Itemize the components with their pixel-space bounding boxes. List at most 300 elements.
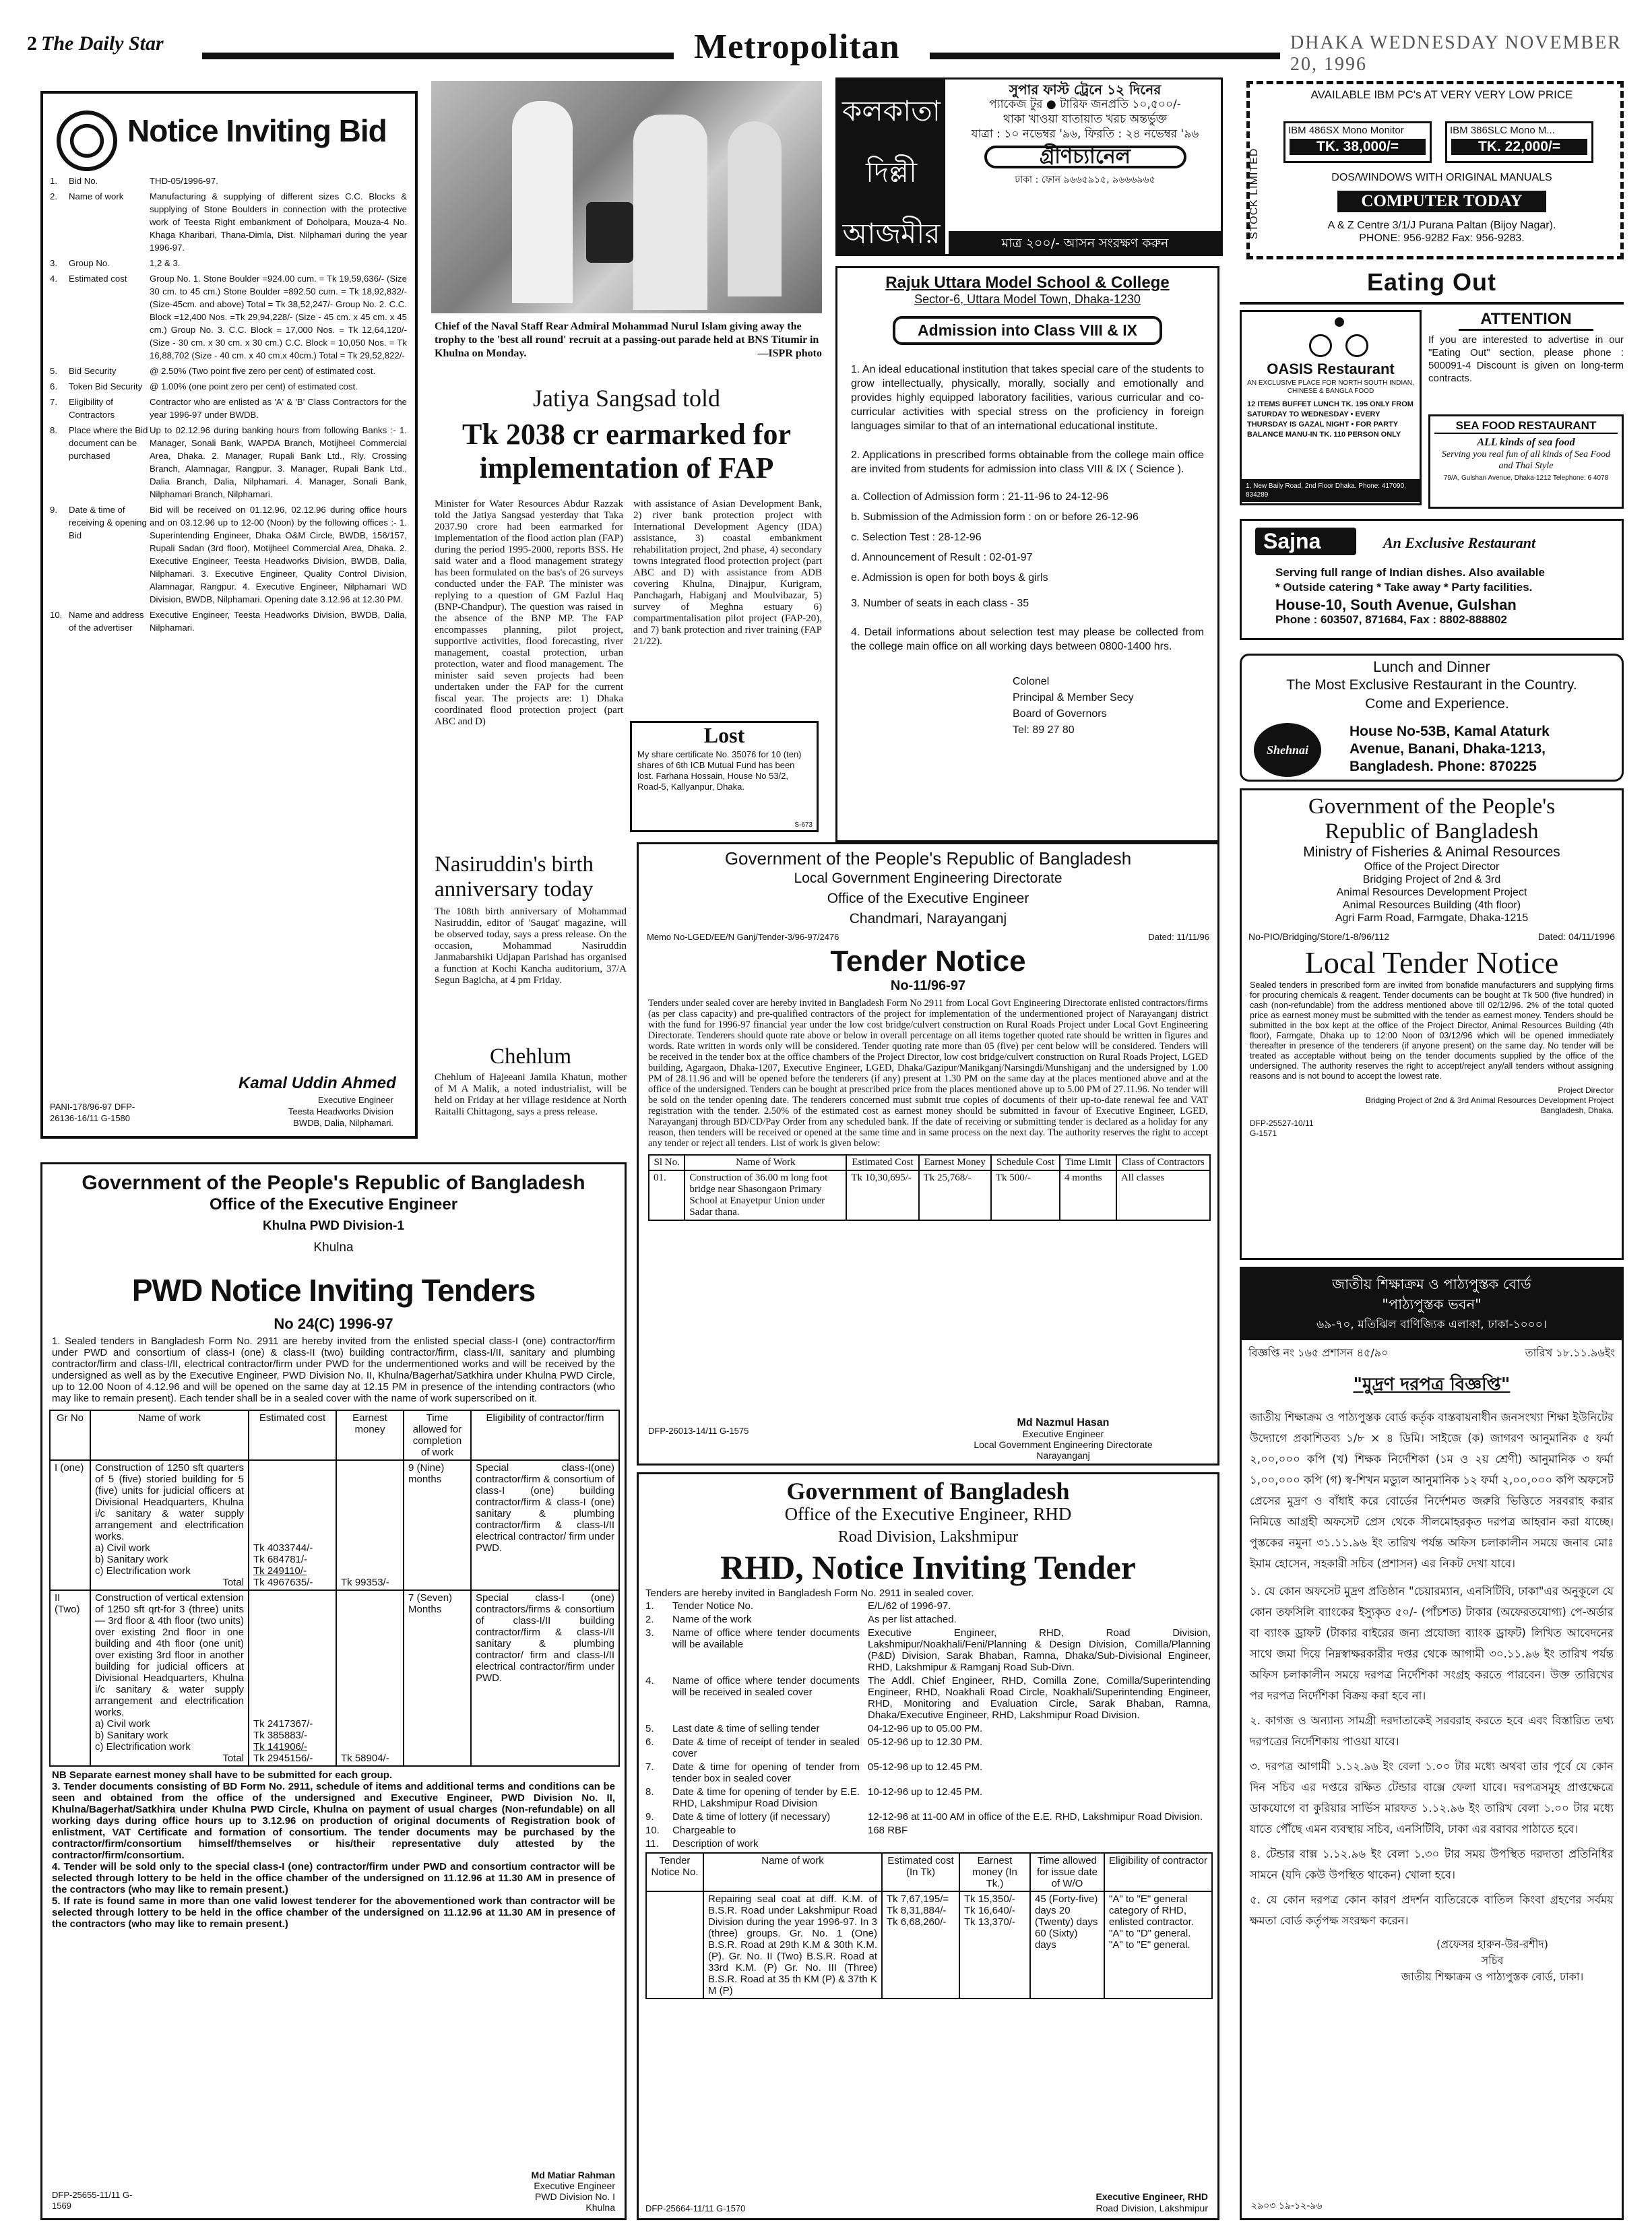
lged-tender: [637, 842, 1219, 1466]
rhd-sig-2: Road Division, Lakshmipur: [1095, 2203, 1208, 2213]
rhd-row-number: 10.: [645, 1825, 660, 1836]
rhd-elig: "A" to "E" general category of RHD, enlisted contractor. "A" to "D" general. "A" to "E" general.: [1104, 1891, 1212, 1998]
rhd-detail-row: [645, 1786, 1211, 1809]
bid-item: [50, 503, 407, 606]
pwd-r2-bv: Tk 385883/-: [253, 1730, 308, 1741]
notice-inviting-bid: [40, 91, 418, 1139]
pwd-r1-elig: Special class-I(one) contractor/firm & consortium of class-I (one) building contractor/firm & class-I (one) sanitary & plumbing contractor/firm & class-I/II electrical contractor/ firm under PWD.: [471, 1460, 619, 1590]
lged-cell: Tk 500/-: [991, 1170, 1060, 1220]
pwd-r2-time: 7 (Seven) Months: [404, 1590, 471, 1766]
fish-building: Animal Resources Building (4th floor): [1342, 900, 1521, 911]
rajuk-sig-rank: Colonel: [1013, 676, 1050, 687]
nctb-item: ৪. টেন্ডার বাক্স ১.১২.৯৬ ইং বেলা ১.৩০ টার সময় উপস্থিত দরদাতা প্রতিনিধির সামনে (যদি কেউ উপস্থিত থাকেন) খোলা হবে।: [1250, 1848, 1614, 1881]
nctb-ref: বিজ্ঞপ্তি নং ১৬৫ প্রশাসন ৪৫/৯০: [1248, 1346, 1389, 1359]
pwd-r2-total: Total: [222, 1753, 244, 1764]
shehnai-line-2: Come and Experience.: [1365, 696, 1509, 712]
pwd-para-1: 1. Sealed tenders in Bangladesh Form No. 2911 are hereby invited from the enlisted special class-I (one) contractor/firm under PWD and consortium of class-I (one) & class-II (two) building contractor/firm, class-I/II, sanitary and plumbing contractor/firm and class-I/II, electrical contractor/firm under PWD for the undermentioned works and will be received by the undersigned as well as by the Executive Engineer, PWD Division No. II, Khulna/Bagerhat/Satkhira under Khulna PWD Circle, up to 12.00 Noon of 4.12.96 and will be opened on the same day at 12.15 PM in presence of the intending contractors (who may like to remain present). Each tender shall be in a sealed cover with the name of work superscribed on it.: [52, 1335, 615, 1404]
shehnai-line-1: The Most Exclusive Restaurant in the Country.: [1286, 677, 1577, 693]
fish-project: Bridging Project of 2nd & 3rd: [1362, 874, 1501, 885]
rajuk-date-item: d. Announcement of Result : 02-01-97: [851, 552, 1033, 563]
pwd-gov: Government of the People's Republic of Bangladesh: [82, 1172, 585, 1194]
rajuk-sig-board: Board of Governors: [1013, 708, 1107, 720]
rhd-row-value: Executive Engineer, RHD, Road Division, Lakshmipur/Noakhali/Feni/Planning & Design Division, Comilla/Planning (P&D) Division, Sarak Bhaban, Ramna, Dhaka/Sub-Divisional Engineer, RHD, Lakshmipur & Ramganj Road Sub-Divn.: [868, 1627, 1211, 1673]
rajuk-sig-tel: Tel: 89 27 80: [1013, 724, 1075, 736]
pwd-r1-total: Total: [222, 1577, 244, 1588]
bid-item: [50, 365, 407, 377]
naval-ceremony-photo: [431, 81, 822, 313]
lged-cell: Tk 10,30,695/-: [846, 1170, 918, 1220]
rhd-row-number: 2.: [645, 1614, 654, 1625]
rhd-row-value: As per list attached.: [868, 1614, 957, 1625]
sajna-line-3: House-10, South Avenue, Gulshan: [1275, 596, 1517, 613]
pwd-division: Khulna PWD Division-1: [262, 1219, 405, 1233]
rajuk-date-item: a. Collection of Admission form : 21-11-96 to 24-12-96: [851, 491, 1109, 503]
pwd-table: [49, 1410, 620, 1767]
pwd-r2-totv: Tk 2945156/-: [253, 1753, 313, 1764]
rhd-row-value: The Addl. Chief Engineer, RHD, Comilla Zone, Comilla/Superintending Engineer, RHD, Noakhali Road Circle, Noakhali/Superintending Engineer, RHD, Monitoring and Evaluation Circle, Sarak Bhaban, Ramna, Dhaka/Executive Engineer, RHD, Lakshmipur Road Division.: [868, 1675, 1211, 1721]
rhd-row-number: 7.: [645, 1761, 654, 1773]
pwd-r1-time: 9 (Nine) months: [404, 1460, 471, 1590]
pwd-para-4: 4. Tender will be sold only to the special class-I (one) contractor/firm under PWD and consortium contractor will be selected through lottery to be held in the office chamber of the undersigned on 11.12.96 at 11.30 AM in presence of the contractors (who may like to remain present.): [52, 1861, 615, 1895]
rhd-row-number: 5.: [645, 1723, 654, 1734]
nctb-title: "মুদ্রণ দরপত্র বিজ্ঞপ্তি": [1353, 1375, 1511, 1395]
fish-sig-2: Bridging Project of 2nd & 3rd Animal Resources Development Project: [1365, 1096, 1614, 1105]
rhd-row-label: Date & time of receipt of tender in sealed cover: [672, 1736, 860, 1759]
bid-item-number: 4.: [50, 274, 57, 284]
pwd-city: Khulna: [313, 1240, 354, 1255]
travel-ad: [835, 77, 1223, 256]
bid-item-value: Up to 02.12.96 during banking hours from following Banks :- 1. Manager, Sonali Bank, WAPDA Branch, Motijheel Commercial Area, Dhaka. 2. Manager, Rupali Bank Ltd., Rly. Crossing Branch, Alamnagar, Rangpur. 3. Manager, Rupali Bank Ltd., Dalia Branch, Dalia, Nilphamari. 4. Manager, Sonali Bank, Nilphamari Branch, Nilphamari.: [150, 425, 407, 499]
lged-col-header: Time Limit: [1060, 1155, 1116, 1170]
lged-sig-3: Local Government Engineering Directorate: [974, 1439, 1153, 1450]
bid-item: [50, 175, 407, 187]
story3-headline: Chehlum: [490, 1044, 571, 1069]
ibm-dos: DOS/WINDOWS WITH ORIGINAL MANUALS: [1331, 172, 1552, 183]
rhd-row-label: Last date & time of selling tender: [672, 1723, 820, 1734]
rhd-row-label: Chargeable to: [672, 1825, 736, 1836]
travel-headline: সুপার ফাস্ট ট্রেনে ১২ দিনের: [1009, 82, 1162, 98]
oasis-ad: [1240, 310, 1422, 505]
rhd-intro: Tenders are hereby invited in Bangladesh Form No. 2911 in sealed cover.: [645, 1587, 974, 1599]
seafood-title: SEA FOOD RESTAURANT: [1434, 419, 1618, 434]
bid-item-value: Group No. 1. Stone Boulder =924.00 cum. = Tk 19,59,636/- (Size 30 cm. to 45 cm.) Stone Boulder =892.50 cum. = Tk 18,92,832/- (Size-45cm. and above) Total = Tk 38,52,247/- Group No. 2. C.C. Block =12,400 Nos. =Tk 29,94,228/- (Size - 45 cm. x 45 cm. x 45 cm.) Group No. 3. C.C. Block = 17,000 Nos. = Tk 12,64,120/- (Size - 30 cm. x 30 cm. x 30 cm.) C.C. Block = 10,050 Nos. = Tk 16,88,702 (Size - 40 cm. x 40 cm.x 40cm.) Total = Tk 29,52,822/-: [150, 274, 407, 360]
story-headline: Tk 2038 cr earmarked for implementation of FAP: [462, 418, 791, 484]
rhd-row-value: 12-12-96 at 11-00 AM in office of the E.E. RHD, Lakshmipur Road Division.: [868, 1811, 1203, 1823]
seafood-line-2: Serving you real fun of all kinds of Sea Food and Thai Style: [1441, 449, 1611, 471]
pwd-number: No 24(C) 1996-97: [274, 1315, 393, 1332]
rhd-row-value: 168 RBF: [868, 1825, 908, 1836]
nctb-building: "পাঠ্যপুস্তক ভবন": [1382, 1296, 1482, 1313]
pwd-sig: Md Matiar Rahman: [531, 2170, 615, 2180]
oasis-items: 12 ITEMS BUFFET LUNCH TK. 195 ONLY FROM SATURDAY TO WEDNESDAY • EVERY THURSDAY IS GAZAL NIGHT • FOR PARTY BALANCE MANU-IN TK. 110 PERSON ONLY: [1247, 400, 1413, 439]
lged-sig: Md Nazmul Hasan: [1017, 1417, 1110, 1428]
seafood-ad: [1428, 414, 1624, 509]
bid-items: [50, 175, 407, 637]
lged-gov: Government of the People's Republic of Bangladesh: [724, 848, 1132, 869]
story-kicker: Jatiya Sangsad told: [533, 385, 720, 412]
rhd-office: Office of the Executive Engineer, RHD: [784, 1504, 1072, 1524]
paper-name: The Daily Star: [41, 32, 164, 55]
pwd-r2-group: II (Two): [50, 1590, 90, 1766]
pwd-r1-work: Construction of 1250 sft quarters of 5 (five) storied building for 5 (five) units for judicial officers at Divisional Headquarters, Khulna i/c sanitary & water supply arrangement and electrification works. a) Civil work b) Sanitary work c) Electrification work Total: [90, 1460, 249, 1590]
lged-cell: All classes: [1116, 1170, 1210, 1220]
pwd-sig-2: Executive Engineer: [534, 2180, 615, 2191]
ibm-model-2: IBM 386SLC Mono M...: [1450, 125, 1555, 136]
bid-sig-office: Teesta Headworks Division: [288, 1106, 393, 1116]
story-col2: with assistance of Asian Development Bank, 2) river bank protection project with International Development Agency (IDA) assistance, 3) coastal embankment rehabilitation project, 2nd phase, 4) secondary towns integrated flood protection project (part ABC and D) with assistance from ADB covering Khulna, Dinajpur, Kurigram, Panchagarh, Habiganj and Moulvibazar, 5) survey of Meghna estuary 6) compartmentalisation pilot project (FAP-20), and 7) bank protection and river training (FAP 21/22).: [633, 499, 822, 647]
rhd-row-label: Tender Notice No.: [672, 1600, 754, 1612]
ibm-address: A & Z Centre 3/1/J Purana Paltan (Bijoy Nagar).: [1327, 220, 1556, 231]
pwd-r2-av: Tk 2417367/-: [253, 1718, 313, 1730]
ibm-side-label: STOCK LIMITED: [1248, 148, 1260, 239]
pwd-r1-group: I (one): [50, 1460, 90, 1590]
bid-item-label: Token Bid Security: [69, 381, 143, 391]
nctb-item: ২. কাগজ ও অন্যান্য সামগ্রী দরদাতাকেই সরবরাহ করতে হবে এবং বিস্তারিত তথ্য দরপত্রের নির্দেশিকায় পাওয়া যাবে।: [1250, 1714, 1614, 1748]
bid-item-number: 6.: [50, 381, 57, 391]
rhd-row-number: 6.: [645, 1736, 654, 1748]
lged-office: Office of the Executive Engineer: [827, 891, 1029, 906]
rhd-detail-row: [645, 1600, 1211, 1612]
ibm-price-1: TK. 38,000/=: [1290, 139, 1426, 155]
story2-body: The 108th birth anniversary of Mohammad Nasiruddin, editor of 'Saugat' magazine, will be observed today, says a press release. On the occasion, Mohammad Nasiruddin Janmabarshiki Udjapan Parishad has organised a function at Kochi Kancha auditorium, 37/A Segun Bagicha, at 4 pm Friday.: [435, 906, 627, 986]
bid-item-label: Group No.: [69, 258, 110, 268]
rhd-row-number: 8.: [645, 1786, 654, 1798]
rhd-col-header: Time allowed for issue date of W/O: [1030, 1853, 1104, 1891]
bid-title: Notice Inviting Bid: [127, 113, 387, 148]
bid-item-number: 10.: [50, 610, 63, 620]
bid-item-number: 5.: [50, 366, 57, 376]
story2: [435, 852, 627, 986]
pwd-r1-bv: Tk 684781/-: [253, 1554, 308, 1565]
lged-col-header: Earnest Money: [919, 1155, 991, 1170]
bid-item-number: 9.: [50, 505, 57, 515]
nctb-body: জাতীয় শিক্ষাক্রম ও পাঠ্যপুস্তক বোর্ড কর্তৃক বাস্তবায়নাধীন জনসংখ্যা শিক্ষা ইউনিটের উদ্যোগে প্রকাশিতব্য ১/৮ × ৪ ডিমি। সাইজে (ক) জাগরণ আনুমানিক ৫ ফর্মা ২,০০,০০০ কপি (খ) শিক্ষক নির্দেশিকা (১ম ও ২য় শ্রেণী) আনুমানিক ৩ ফর্মা ১,০০,০০০ কপি (গ) স্ব-শিখন মড্যুল আনুমানিক ১২ ফর্মা ২,০০,০০০ কপি অফসেট প্রেসের মুদ্রণ ও বাঁধাই করে বোর্ডের নির্দেশমত জরুরি ভিত্তিতে সরবরাহ করার নিমিত্তে আগ্রহী অফসেট প্রেস থেকে সীলমোহরকৃত দরপত্র আহবান করা যাচ্ছে। পুস্তকের নমুনা ৩১.১১.৯৬ ইং তারিখ পর্যন্ত অফিস চলাকালীন সময়ে জনাব মোঃ ইমাম হোসেন, সহকারী সচিব (প্রশাসন) এর নিকট দেখা যাবে।: [1250, 1411, 1614, 1570]
rajuk-date-item: e. Admission is open for both boys & girls: [851, 572, 1048, 584]
travel-includes: থাকা খাওয়া যাতায়াত খরচ অন্তর্ভুক্ত: [1003, 113, 1168, 126]
rhd-row-label: Name of the work: [672, 1614, 752, 1625]
rhd-tender: [637, 1472, 1219, 2220]
nctb-item: ৫. যে কোন দরপত্র কোন কারণ প্রদর্শন ব্যতিরেকে বাতিল কিংবা গ্রহণের সর্বময় ক্ষমতা বোর্ড কর্তৃপক্ষ সংরক্ষণ করেন।: [1250, 1893, 1614, 1927]
fisheries-tender: [1240, 788, 1624, 1260]
shehnai-ad: [1240, 654, 1624, 782]
pwd-r2-earnest: Tk 58904/-: [336, 1590, 404, 1766]
nctb-items: [1242, 1581, 1622, 1931]
bid-item-label: Eligibility of Contractors: [69, 397, 115, 420]
bid-item: [50, 190, 407, 254]
nctb-item: ৩. দরপত্র আগামী ১.১২.৯৬ ইং বেলা ১.০০ টার মধ্যে অথবা তার পূর্বে যে কোন দিন সচিব এর দপ্তরে রক্ষিত টেন্ডার বাক্সে ফেলা যাবে। দরপত্রসমূহ প্রাপ্তক্ষেত্রে ডাকযোগে বা কুরিয়ার সার্ভিস মারফত ১.১২.৯৬ ইং তারিখ বেলা ১.০০ টার মধ্যে যাতে পৌঁছে এমন ব্যবস্থায় সচিব, এনসিটিবি, ঢাকা এর বরাবর পাঠাতে হবে।: [1250, 1760, 1614, 1835]
rhd-row-number: 11.: [645, 1838, 659, 1850]
attention-title: ATTENTION: [1459, 310, 1593, 331]
bid-item-value: THD-05/1996-97.: [150, 176, 218, 186]
oasis-name: OASIS Restaurant: [1267, 360, 1395, 377]
lost-code: S-673: [794, 821, 813, 829]
nctb-printing-notice: [1240, 1267, 1624, 2220]
rhd-row-label: Date & time of lottery (if necessary): [672, 1811, 831, 1823]
fish-dated: Dated: 04/11/1996: [1537, 931, 1615, 942]
lged-col-header: Name of Work: [685, 1155, 846, 1170]
travel-brand: গ্রীণচ্যানেল: [984, 146, 1186, 168]
bid-item: [50, 272, 407, 362]
sajna-line-4: Phone : 603507, 871684, Fax : 8802-888802: [1275, 613, 1508, 626]
pwd-r2-a: a) Civil work: [95, 1718, 150, 1730]
shehnai-headline: Lunch and Dinner: [1373, 658, 1490, 675]
pwd-col-header: Time allowed for completion of work: [404, 1410, 471, 1460]
shehnai-address-2: Avenue, Banani, Dhaka-1213,: [1349, 741, 1546, 757]
rajuk-admission-pill: Admission into Class VIII & IX: [893, 316, 1162, 345]
lged-col-header: Sl No.: [649, 1155, 685, 1170]
bid-item-value: Contractor who are enlisted as 'A' & 'B' Class Contractors for the year 1996-97 under BWDB.: [150, 397, 407, 420]
lged-col-header: Estimated Cost: [846, 1155, 918, 1170]
rhd-row-label: Date & time for opening of tender by E.E. RHD, Lakshmipur Road Division: [672, 1786, 860, 1809]
pwd-col-header: Name of work: [90, 1410, 249, 1460]
bid-item-label: Place where the Bid document can be purchased: [69, 425, 148, 461]
lged-code: DFP-26013-14/11 G-1575: [648, 1426, 749, 1436]
lged-col-header: Class of Contractors: [1116, 1155, 1210, 1170]
bid-item-value: Manufacturing & supplying of different sizes C.C. Blocks & supplying of Stone Boulders in connection with the protective work of Teesta Right embankment of Doholpara, Mouza-4 No. Khaga Kharibari, Thana-Dimla, Dist. Nilphamari during the year 1996-97.: [150, 191, 407, 253]
bid-item-value: Executive Engineer, Teesta Headworks Division, BWDB, Dalia, Nilphamari.: [150, 610, 407, 633]
rhd-row-label: Name of office where tender documents will be available: [672, 1627, 860, 1650]
rhd-col-header: Name of work: [703, 1853, 882, 1891]
page-number: 2: [27, 32, 37, 55]
pwd-r2-elig: Special class-I (one) contractors/firms & consortium of class-I/II building contractor/firm & class-I/II sanitary & plumbing contractor/ firm and class-I/II electrical contractor/firm under PWD.: [471, 1590, 619, 1766]
bid-item: [50, 396, 407, 421]
rhd-work: Repairing seal coat at diff. K.M. of B.S.R. Road under Lakshmipur Road Division during the year 1996-97. In 3 (three) groups. Gr. No. 1 (One) B.S.R. Road at 29th K.M & 30th K.M. (P). Gr. No. II (Two) B.S.R. Road at 33rd K.M. (P) Gr. No. III (Three) B.S.R. Road at 35 th KM (P) & 37th K M (P): [703, 1891, 882, 1998]
rhd-row-value: 10-12-96 up to 12.45 PM.: [868, 1786, 983, 1798]
rhd-cost: Tk 7,67,195/= Tk 8,31,884/- Tk 6,68,260/-: [882, 1891, 959, 1998]
sajna-logo: Sajna: [1255, 528, 1356, 555]
rhd-row-value: 05-12-96 up to 12.30 PM.: [868, 1736, 983, 1748]
travel-tariff: প্যাকেজ টুর ● টারিফ জনপ্রতি ১০,৫০০/-: [989, 98, 1181, 111]
fish-sig-3: Bangladesh, Dhaka.: [1540, 1106, 1614, 1115]
pwd-r2-c: c) Electrification work: [95, 1741, 191, 1753]
rhd-row-number: 9.: [645, 1811, 654, 1823]
lged-memo: Memo No-LGED/EE/N Ganj/Tender-3/96-97/2476: [647, 932, 839, 942]
pwd-r2-b: b) Sanitary work: [95, 1730, 168, 1741]
nctb-code: ২৯০৩ ১৯-১২-৯৬: [1251, 2201, 1323, 2211]
pwd-title: PWD Notice Inviting Tenders: [131, 1273, 536, 1308]
masthead: [27, 27, 1630, 74]
rhd-details: [639, 1600, 1217, 1850]
travel-dates: যাত্রা : ১০ নভেম্বর '৯৬, ফিরতি : ২৪ নভেম্বর '৯৬: [971, 127, 1199, 141]
bid-item-label: Estimated cost: [69, 274, 127, 284]
pwd-code: DFP-25655-11/11 G-1569: [52, 2190, 133, 2211]
pwd-col-header: Estimated cost: [249, 1410, 336, 1460]
shehnai-address-1: House No-53B, Kamal Ataturk: [1349, 724, 1550, 739]
bid-item-number: 3.: [50, 258, 57, 268]
rhd-division: Road Division, Lakshmipur: [837, 1528, 1019, 1546]
bid-item-number: 1.: [50, 176, 57, 186]
section-title: Metropolitan: [694, 28, 900, 66]
story3: [435, 1044, 627, 1118]
pwd-r1-cv: Tk 249110/-: [253, 1565, 307, 1577]
lost-body: My share certificate No. 35076 for 10 (ten) shares of 6th ICB Mutual Fund has been lost. Farhana Hossain, House No 53/2, Road-5, Kallyanpur, Dhaka.: [637, 749, 802, 792]
rajuk-para-2: 2. Applications in prescribed forms obtainable from the college main office are invited from students for admission into class VIII & IX ( Science ).: [851, 449, 1204, 475]
pwd-para-5: 5. If rate is found same in more than one valid lowest tenderer for the abovementioned work than contractor will be selected through lottery to be held in the office chamber of the undersigned on 11.12.96 at 11.30 AM in presence of the contractors (who may like to remain present.): [52, 1895, 615, 1930]
pwd-col-header: Earnest money: [336, 1410, 404, 1460]
pwd-sig-3: PWD Division No. I: [534, 2191, 615, 2202]
bid-item-label: Name of work: [69, 191, 124, 201]
bid-item: [50, 257, 407, 270]
rhd-detail-row: [645, 1675, 1211, 1721]
travel-city-1: কলকাতা: [842, 94, 941, 127]
lged-cell: Construction of 36.00 m long foot bridge near Shasongaon Primary School at Enayetpur Union under Sadar thana.: [685, 1170, 846, 1220]
rhd-row-value: 04-12-96 up to 05.00 PM.: [868, 1723, 983, 1734]
travel-city-3: আজমীর: [842, 217, 941, 250]
lged-title: Tender Notice: [830, 945, 1026, 978]
rhd-sig: Executive Engineer, RHD: [1095, 2191, 1208, 2202]
lged-cell: 01.: [649, 1170, 685, 1220]
shehnai-logo: Shehnai: [1254, 723, 1321, 777]
rhd-title: RHD, Notice Inviting Tender: [720, 1548, 1136, 1586]
lged-cell: 4 months: [1060, 1170, 1116, 1220]
pwd-sig-4: Khulna: [585, 2202, 615, 2213]
fish-ministry: Ministry of Fisheries & Animal Resources: [1303, 844, 1560, 860]
oasis-tagline: AN EXCLUSIVE PLACE FOR NORTH SOUTH INDIAN, CHINESE & BANGLA FOOD: [1247, 379, 1414, 395]
fish-road: Agri Farm Road, Farmgate, Dhaka-1215: [1335, 912, 1529, 924]
lged-sig-4: Narayanganj: [1036, 1450, 1090, 1461]
rhd-detail-row: [645, 1723, 1211, 1734]
nctb-sig-2: সচিব: [1481, 1954, 1504, 1967]
bid-item-number: 2.: [50, 191, 57, 201]
bid-item-value: Bid will be received on 01.12.96, 02.12.96 during office hours and on 03.12.96 up to 12-00 (Noon) by the following offices :- 1. Superintending Engineer, Dhaka O&M Circle, BWDB, 156/157, Rupali Sadan (3rd floor), Motijheel Commercial Area, Dhaka. 2. Executive Engineer, Teesta Headworks Division, BWDB, Dalia, Nilphamari. 3. Executive Engineer, Quality Control Division, Alamnagar, Rangpur. 4. Executive Engineer, Nilphamari WD Division, BWDB, Nilphamari. Opening date 3.12.96 at 12.30 PM.: [150, 505, 407, 604]
rajuk-admission-ad: [835, 266, 1219, 842]
fish-gov-2: Republic of Bangladesh: [1325, 819, 1539, 844]
nctb-board: জাতীয় শিক্ষাক্রম ও পাঠ্যপুস্তক বোর্ড: [1332, 1276, 1531, 1292]
lged-col-header: Schedule Cost: [991, 1155, 1060, 1170]
dateline: DHAKA WEDNESDAY NOVEMBER 20, 1996: [1290, 32, 1622, 75]
rhd-row-number: 1.: [645, 1600, 654, 1612]
rhd-detail-row: [645, 1614, 1211, 1625]
pwd-col-header: Gr No: [50, 1410, 90, 1460]
eating-out-title: Eating Out: [1367, 268, 1496, 296]
sajna-line-2: * Outside catering * Take away * Party facilities.: [1275, 581, 1533, 594]
bid-item-label: Bid Security: [69, 366, 117, 376]
rajuk-seats: 3. Number of seats in each class - 35: [851, 598, 1029, 609]
bid-item-value: 1,2 & 3.: [150, 258, 181, 268]
fish-code: DFP-25527-10/11 G-1571: [1250, 1119, 1314, 1138]
rhd-row-number: 3.: [645, 1627, 654, 1639]
nctb-address: ৬৯-৭০, মতিঝিল বাণিজ্যিক এলাকা, ঢাকা-১০০০।: [1316, 1318, 1547, 1331]
rajuk-dates: [851, 487, 1204, 588]
lged-directorate: Local Government Engineering Directorate: [794, 871, 1062, 886]
lged-location: Chandmari, Narayanganj: [849, 911, 1007, 926]
bid-sig-address: BWDB, Dalia, Nilphamari.: [293, 1118, 393, 1128]
story-col1: Minister for Water Resources Abdur Razzak told the Jatiya Sangsad yesterday that Taka 2037.90 crore had been earmarked for implementation of the flood action plan (FAP) during the period 1995-2000, reports BSS. He said water and a flood management strategy has been formulated on the bas's of 26 surveys conducted under the FAP. The minister was replying to a question of GM Fazlul Haq (BNP-Chandpur). The question was raised in the absence of the BNP MP. The FAP encompasses planning, pilot project, supportive activities, flood forecasting, river management, coastal protection, urban protection, water and flood management. The minister said seven projects had been undertaken under the FAP for the current fiscal year. The projects are: 1) Dhaka coordinated flood protection project (part ABC and D): [435, 499, 623, 727]
bid-codes: PANI-178/96-97 DFP-26136-16/11 G-1580: [50, 1102, 135, 1123]
nctb-item: ১. যে কোন অফসেট মুদ্রণ প্রতিষ্ঠান "চেয়ারম্যান, এনসিটিবি, ঢাকা"এর অনুকূলে যে কোন তফসিলি ব্যাংকের ইস্যুকৃত ৫০/- (পাঁচশত) টাকার (অফেরতযোগ্য) পে-অর্ডার বা ব্যাংক ড্রাফট (টাকার বাইরের জন্য প্রযোজ্য ব্যাংক ড্রাফট) লিখিত আবেদনের সাথে জমা দিয়ে নিম্নস্বাক্ষরকারীর দপ্তর থেকে আগামী ৩০.১১.৯৬ ইং তারিখ পর্যন্ত অফিস চলাকালীন সময়ে দরপত্র নির্দেশিকা সংগ্রহ করতে পারবেন। উক্ত তারিখের পর দরপত্র নির্দেশিকা বিক্রয় করা হবে না।: [1250, 1585, 1614, 1702]
rhd-detail-row: [645, 1838, 1211, 1850]
sajna-ad: [1240, 519, 1624, 640]
fish-title: Local Tender Notice: [1304, 945, 1559, 980]
rajuk-title: Rajuk Uttara Model School & College: [885, 274, 1170, 292]
sajna-tagline: An Exclusive Restaurant: [1383, 534, 1536, 551]
lged-body: Tenders under sealed cover are hereby invited in Bangladesh Form No 2911 from Local Govt Engineering Directorate enlisted contractors/firms (as per class capacity) and pre-qualified contractors of the project for implementation of the undermentioned project of Narayanganj district with the fund for 1996-97 financial year under the low cost bridge/culvert construction on Rural Roads Project under Local Govt Engineering Directorate. Tenderers should quote rate above or below in overall percentage on all items together quoted rate should be written in figures and words. Rate written in words only will be considered. Tender quoting rate more than 05 (five) per cent below will be considered. Tenders will be received in the tender box at the office chambers of the Project Director, low cost bridge/culvert construction on Rural Roads Project, LGED building, Agargaon, Dhaka-1207, Executive Engineer, LGED, Dhaka/Gazipur/Manikganj/Narsingdi/Munshiganj and the undersigned by 1.00 PM of 28.11.96 and will be opened before the tenderers (if any) present at 1.30 PM on the same day at the places mentioned above and at the office of the undersigned. Tenders can be bought at prescribed price from the places mentioned above up to 5.00 PM of 27.11.96. No tender will be sold on the tender opening date. The tenderers concerned must submit true copies of documents of their up-to-date renewal fee and VAT registration with the tender. 2.50% of the estimated cost as earnest money should be submitted in favour of Executive Engineer, LGED, Narayanganj through BD/CD/Pay Order from any scheduled bank. If the date of receiving or submitting tender is declared as a holiday for any reason, then tenders will be received or opened at the same time and in same process on the next day. The authority reserves the right to accept any tender or reject all tenders. List of work is given below:: [648, 998, 1208, 1149]
rajuk-para-4: 4. Detail informations about selection test may please be collected from the college main office on all working days between 0800-1400 hrs.: [851, 627, 1204, 652]
rajuk-date-item: b. Submission of the Admission form : on or before 26-12-96: [851, 511, 1139, 523]
bid-item-label: Date & time of receiving & opening Bid: [69, 505, 147, 540]
rhd-detail-row: [645, 1761, 1211, 1784]
rhd-time: 45 (Forty-five) days 20 (Twenty) days 60 (Sixty) days: [1030, 1891, 1104, 1998]
rhd-code: DFP-25664-11/11 G-1570: [645, 2203, 746, 2213]
lged-sig-2: Executive Engineer: [1022, 1428, 1104, 1439]
nctb-sig-3: জাতীয় শিক্ষাক্রম ও পাঠ্যপুস্তক বোর্ড, ঢাকা।: [1401, 1970, 1584, 1983]
pwd-para-3: 3. Tender documents consisting of BD Form No. 2911, schedule of items and additional terms and conditions can be seen and obtained from the office of the undersigned and Executive Engineer, PWD Division No. II, Khulna/Bagerhat/Satkhira under Khulna PWD Circle, Khulna on payment of usual charges (Non-refundable) on all working days during office hours up to 3.12.96 on production of original documents of Registration book of enlistment, VAT Certificate and formation of consortium. The tender documents may be purchased by the contractor/firm/consortium himself/themselves or his/their representative duly attested by the contractor/firm/consortium.: [52, 1781, 615, 1861]
rhd-gov: Government of Bangladesh: [786, 1478, 1070, 1505]
lged-number: No-11/96-97: [890, 978, 966, 993]
ibm-phone: PHONE: 956-9282 Fax: 956-9283.: [1359, 232, 1525, 244]
lged-cell: Tk 25,768/-: [919, 1170, 991, 1220]
rhd-col-header: Earnest money (In Tk.): [959, 1853, 1030, 1891]
story2-headline: Nasiruddin's birth anniversary today: [435, 852, 594, 902]
bid-item: [50, 424, 407, 501]
rhd-row-value: [868, 1838, 1211, 1850]
bid-item-number: 8.: [50, 425, 57, 435]
ibm-headline: AVAILABLE IBM PC's AT VERY VERY LOW PRICE: [1310, 88, 1573, 101]
ibm-model-1: IBM 486SX Mono Monitor: [1288, 125, 1404, 136]
fish-body: Sealed tenders in prescribed form are invited from bonafide manufacturers and supplying firms for procuring chemicals & reagent. Tender documents can be bought at Tk 500 (five hundred) in cash (non-refundable) from the address mentioned above till 02/12/96. 2% of the total quoted price as earnest money must be submitted with the tender as earnest money. Tenders should be submitted in the box kept at the office of the Project Director, Animal Resources Building (4th floor), Farmgate, Dhaka up to 12:00 Noon of 03/12/96 which will be opened immediately thereafter in presence of the tenderers (if anyone present) on the same day. No tender will be treated as acceptable without being on the tender documents supplied by the office of the undersigned. The authority reserves the right to accept/reject any/all tenders without assigning reasons and is not bound to accept the lowest rate.: [1250, 980, 1614, 1081]
lged-dated: Dated: 11/11/96: [1148, 932, 1209, 942]
rhd-work-table: [645, 1852, 1213, 1999]
rhd-earnest: Tk 15,350/- Tk 16,640/- Tk 13,370/-: [959, 1891, 1030, 1998]
rhd-col-header: Tender Notice No.: [646, 1853, 703, 1891]
pwd-r1-b: b) Sanitary work: [95, 1554, 168, 1565]
pwd-r1-earnest: Tk 99353/-: [336, 1460, 404, 1590]
travel-address: ঢাকা : ফোন ৯৬৬৫৯১৫, ৯৬৬৬৯৬৫: [1015, 175, 1155, 185]
rhd-detail-row: [645, 1627, 1211, 1673]
rhd-row-value: 05-12-96 up to 12.45 PM.: [868, 1761, 983, 1773]
rajuk-para-1: 1. An ideal educational institution that takes special care of the students to grow intellectually, physically, morally, socially and emotionally and provides highly equipped laboratory facilities, various curricular and co-curricular activities with special stress on the proficiency in foreign languages similar to that of an international educational institute.: [851, 364, 1204, 432]
seafood-line-1: ALL kinds of sea food: [1477, 437, 1575, 448]
bid-sig-title: Executive Engineer: [317, 1095, 393, 1105]
fish-project-2: Animal Resources Development Project: [1336, 887, 1527, 898]
seafood-address: 79/A, Gulshan Avenue, Dhaka-1212 Telephone: 6 4078: [1443, 474, 1609, 482]
fish-gov-1: Government of the People's: [1308, 794, 1556, 819]
pwd-tender: [40, 1162, 627, 2220]
fish-sig: Project Director: [1558, 1085, 1614, 1095]
cyclist-icon: [1309, 317, 1370, 358]
pwd-col-header: Eligibility of contractor/firm: [471, 1410, 619, 1460]
rhd-row-number: 4.: [645, 1675, 654, 1687]
travel-bottom: মাত্র ২০০/- আসন সংরক্ষণ করুন: [949, 231, 1221, 256]
bid-item-value: @ 2.50% (Two point five zero per cent) of estimated cost.: [150, 366, 376, 376]
bid-item-label: Bid No.: [69, 176, 98, 186]
rhd-detail-row: [645, 1825, 1211, 1836]
pwd-row-2: [50, 1590, 619, 1766]
story3-body: Chehlum of Hajeeani Jamila Khatun, mother of M A Malik, a noted industrialist, will be held on Friday at her village residence at North Raitalli Chittagong, says a press release.: [435, 1072, 627, 1117]
pwd-r2-cv: Tk 141906/-: [253, 1741, 308, 1753]
ibm-price-2: TK. 22,000/=: [1451, 139, 1587, 155]
bwdb-logo-icon: [57, 111, 117, 171]
pwd-nb: NB Separate earnest money shall have to be submitted for each group.: [52, 1769, 393, 1781]
pwd-office: Office of the Executive Engineer: [209, 1195, 458, 1214]
rhd-row-value: E/L/62 of 1996-97.: [868, 1600, 951, 1612]
rajuk-subtitle: Sector-6, Uttara Model Town, Dhaka-1230: [914, 292, 1141, 306]
pwd-row-1: [50, 1460, 619, 1590]
attention-ad: [1428, 310, 1624, 404]
sajna-line-1: Serving full range of Indian dishes. Also available: [1275, 566, 1545, 579]
rajuk-sig-title: Principal & Member Secy: [1013, 692, 1134, 703]
rhd-row-label: Description of work: [672, 1838, 759, 1850]
lged-work-table: [648, 1154, 1211, 1221]
pwd-r1-a: a) Civil work: [95, 1542, 150, 1554]
nctb-date: তারিখ ১৮.১১.৯৬ইং: [1525, 1346, 1615, 1359]
rhd-col-header: Eligibility of contractor: [1104, 1853, 1212, 1891]
attention-body: If you are interested to advertise in our "Eating Out" section, please phone : 500091-4 Discount is given on long-term contracts.: [1428, 334, 1624, 384]
fish-office: Office of the Project Director: [1364, 861, 1500, 873]
shehnai-address-3: Bangladesh. Phone: 870225: [1349, 759, 1537, 774]
pwd-r1-totv: Tk 4967635/-: [253, 1577, 313, 1588]
bid-item-number: 7.: [50, 397, 57, 407]
